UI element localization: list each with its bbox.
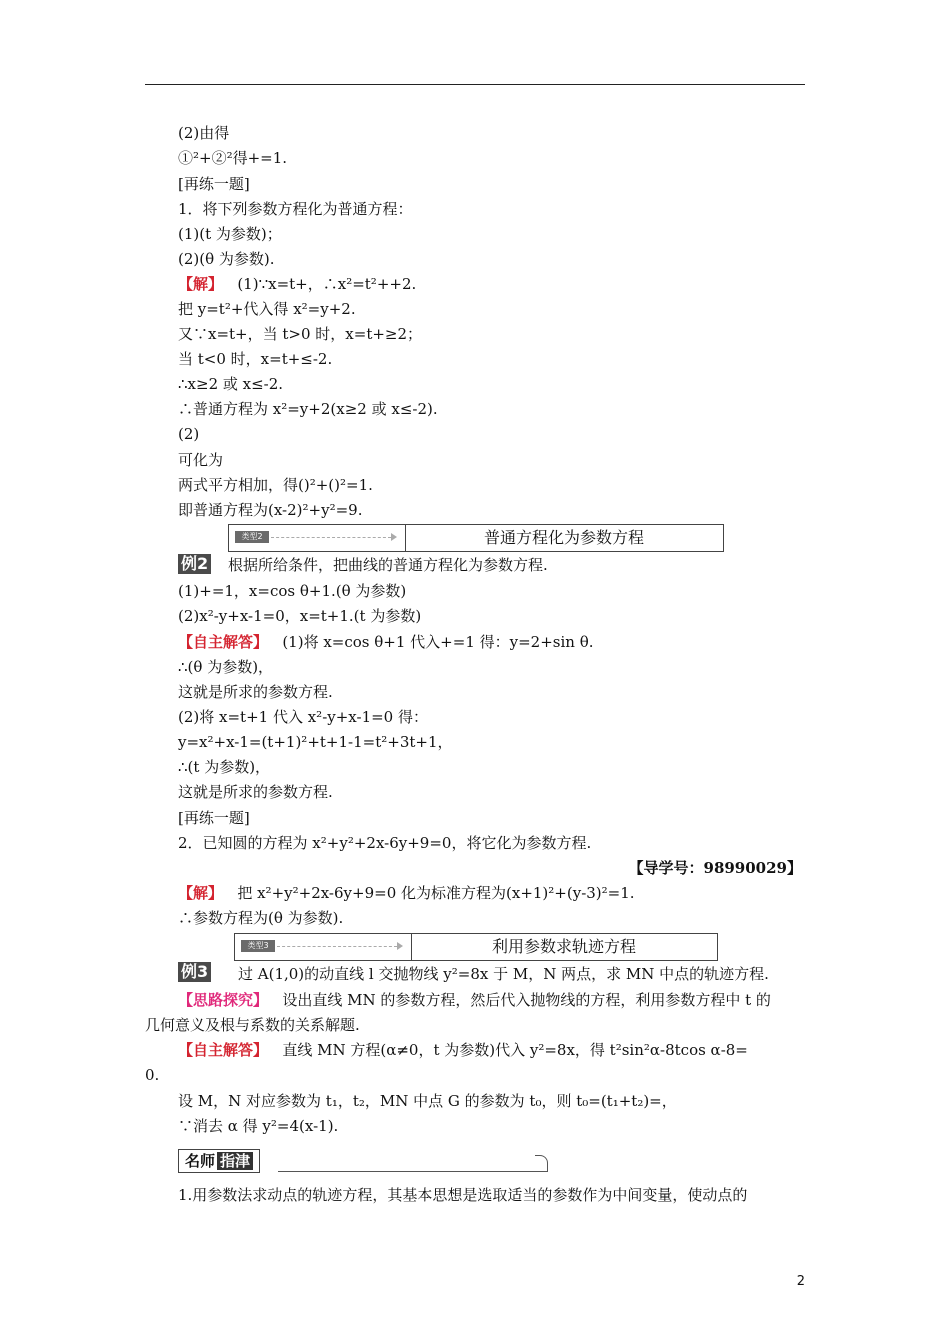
type-tag: 类型2 [235,531,269,543]
text-line: ∴(θ 为参数)， [178,658,274,676]
text-line: 1.用参数法求动点的轨迹方程，其基本思想是选取适当的参数作为中间变量，使动点的 [178,1186,748,1204]
text-line: y=x²+x-1=(t+1)²+t+1-1=t²+3t+1， [178,733,453,751]
text-line: 可化为 [178,451,224,469]
text-line: (2)(θ 为参数). [178,250,275,268]
banner-left [235,934,412,960]
section-banner-type3 [234,933,718,961]
text-line: ∴参数方程为(θ 为参数). [178,909,344,927]
header-rule [145,84,805,85]
text-line: 设 M，N 对应参数为 t₁，t₂，MN 中点 G 的参数为 t₀，则 t₀=(t₁+t₂)=， [178,1092,677,1110]
type-tag: 类型3 [241,940,275,952]
page-number: 2 [796,1274,805,1289]
text-line [178,990,771,1010]
arrow-icon [271,537,391,538]
arrow-icon [277,946,397,947]
arrowhead-icon [397,942,403,950]
text-line [178,883,635,903]
text-line: (2)x²-y+x-1=0，x=t+1.(t 为参数) [178,607,422,625]
tips-badge [178,1149,260,1173]
banner-title: 利用参数求轨迹方程 [491,937,636,956]
tips-underline [278,1171,548,1172]
solution-label: 【解】 [178,884,224,902]
text-line: 当 t<0 时，x=t+≤-2. [178,350,333,368]
answer-label: 【自主解答】 [178,633,269,651]
text-line: (1)+=1，x=cos θ+1.(θ 为参数) [178,582,407,600]
text-line [178,274,416,294]
banner-title: 普通方程化为参数方程 [483,528,644,547]
text-line [178,632,594,652]
tips-badge-a: 名师 [185,1152,216,1170]
idea-label: 【思路探究】 [178,991,269,1009]
guide-number: 【导学号：98990029】 [628,859,802,877]
text-line: ∴普通方程为 x²=y+2(x≥2 或 x≤-2). [178,400,438,418]
text-line: 1．将下列参数方程化为普通方程： [178,200,413,218]
text-span: (1)∵x=t+，∴x²=t²++2. [237,275,417,293]
text-line: (2)将 x=t+1 代入 x²-y+x-1=0 得： [178,708,428,726]
text-line: (2)由得 [178,124,230,142]
teacher-tips-banner [178,1147,548,1177]
text-span: 设出直线 MN 的参数方程，然后代入抛物线的方程，利用参数方程中 t 的 [282,991,771,1009]
text-line [178,1040,748,1060]
section-banner-type2 [228,524,724,552]
tips-curve [535,1155,548,1172]
text-line: 这就是所求的参数方程. [178,683,333,701]
text-line: [再练一题] [178,175,250,193]
text-span: (1)将 x=cos θ+1 代入+=1 得：y=2+sin θ. [282,633,594,651]
text-line: (2) [178,425,200,443]
text-line: 2．已知圆的方程为 x²+y²+2x-6y+9=0，将它化为参数方程. [178,834,592,852]
text-line: ∴(t 为参数)， [178,758,271,776]
tips-badge-b: 指津 [217,1152,253,1170]
text-line: 这就是所求的参数方程. [178,783,333,801]
text-line: 即普通方程为(x-2)²+y²=9. [178,501,363,519]
text-span: 直线 MN 方程(α≠0，t 为参数)代入 y²=8x，得 t²sin²α-8tcos α-8= [282,1041,748,1059]
text-line: 把 y=t²+代入得 x²=y+2. [178,300,356,318]
text-line: 两式平方相加，得()²+()²=1. [178,476,373,494]
text-line: 过 A(1,0)的动直线 l 交抛物线 y²=8x 于 M，N 两点，求 MN 中点的轨迹方程. [238,965,769,983]
text-line: 几何意义及根与系数的关系解题. [145,1016,360,1034]
solution-label: 【解】 [178,275,224,293]
text-line: [再练一题] [178,809,250,827]
answer-label: 【自主解答】 [178,1041,269,1059]
text-span: 把 x²+y²+2x-6y+9=0 化为标准方程为(x+1)²+(y-3)²=1. [237,884,635,902]
text-line: ①²+②²得+=1. [178,149,288,167]
text-line: 0. [145,1066,160,1084]
text-line: 根据所给条件，把曲线的普通方程化为参数方程. [228,556,548,574]
text-line: ∴x≥2 或 x≤-2. [178,375,284,393]
text-line: ∵消去 α 得 y²=4(x-1). [178,1117,339,1135]
example-mark: 例3 [178,962,211,982]
arrowhead-icon [391,533,397,541]
banner-left [229,525,406,551]
example-mark: 例2 [178,554,211,574]
text-line: (1)(t 为参数)； [178,225,282,243]
text-line: 又∵x=t+，当 t>0 时，x=t+≥2； [178,325,423,343]
